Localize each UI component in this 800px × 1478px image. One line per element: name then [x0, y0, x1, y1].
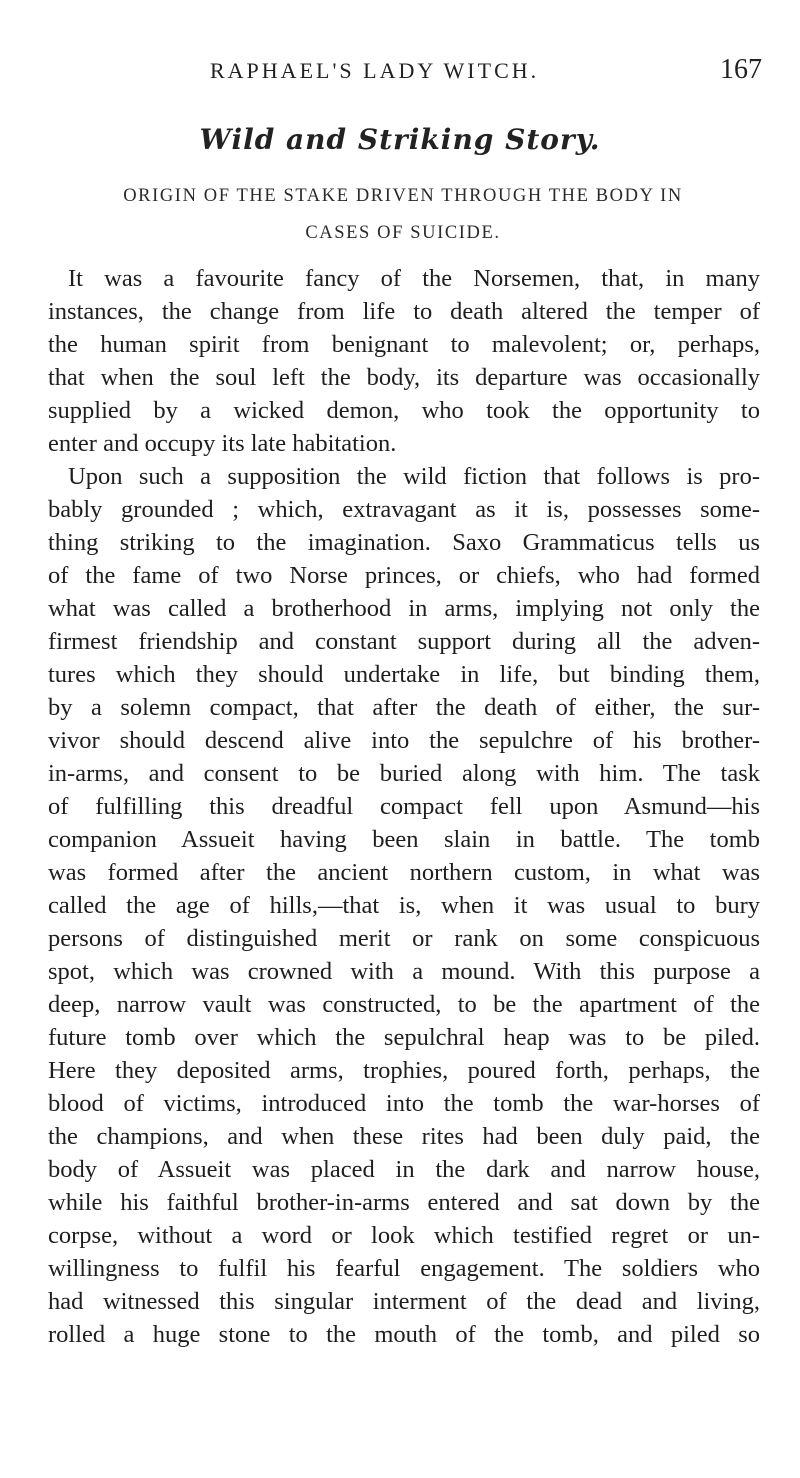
text-line: willingness to fulfil his fearful engagement. The soldiers who — [48, 1255, 760, 1282]
text-line: firmest friendship and constant support during all the adven- — [48, 628, 760, 655]
text-line: body of Assueit was placed in the dark and narrow house, — [48, 1156, 760, 1183]
text-line: was formed after the ancient northern custom, in what was — [48, 859, 760, 886]
text-line: what was called a brotherhood in arms, implying not only the — [48, 595, 760, 622]
text-line: It was a favourite fancy of the Norsemen, that, in many — [68, 265, 760, 292]
text-line: called the age of hills,—that is, when it was usual to bury — [48, 892, 760, 919]
text-line: companion Assueit having been slain in battle. The tomb — [48, 826, 760, 853]
section-title: Wild and Striking Story. — [199, 123, 601, 156]
text-line: rolled a huge stone to the mouth of the tomb, and piled so — [48, 1321, 760, 1348]
text-line: thing striking to the imagination. Saxo Grammaticus tells us — [48, 529, 760, 556]
page-number: 167 — [720, 54, 762, 85]
text-line: Upon such a supposition the wild fiction that follows is pro- — [68, 463, 760, 490]
text-line: deep, narrow vault was constructed, to be the apartment of the — [48, 991, 760, 1018]
subtitle-line: CASES OF SUICIDE. — [305, 223, 501, 243]
body-text — [48, 262, 760, 1351]
text-line: of the fame of two Norse princes, or chiefs, who had formed — [48, 562, 760, 589]
text-line: enter and occupy its late habitation. — [48, 430, 397, 457]
text-line: had witnessed this singular interment of the dead and living, — [48, 1288, 760, 1315]
text-line: tures which they should undertake in life, but binding them, — [48, 661, 760, 688]
text-line: corpse, without a word or look which testified regret or un- — [48, 1222, 760, 1249]
text-line: spot, which was crowned with a mound. With this purpose a — [48, 958, 760, 985]
text-line: persons of distinguished merit or rank on some conspicuous — [48, 925, 760, 952]
text-line: that when the soul left the body, its departure was occasionally — [48, 364, 760, 391]
running-title: RAPHAEL'S LADY WITCH. — [210, 58, 540, 83]
text-line: bably grounded ; which, extravagant as it is, possesses some- — [48, 496, 760, 523]
text-line: Here they deposited arms, trophies, poured forth, perhaps, the — [48, 1057, 760, 1084]
text-line: supplied by a wicked demon, who took the opportunity to — [48, 397, 760, 424]
text-line: by a solemn compact, that after the death of either, the sur- — [48, 694, 760, 721]
text-line: vivor should descend alive into the sepulchre of his brother- — [48, 727, 760, 754]
text-line: instances, the change from life to death altered the temper of — [48, 298, 760, 325]
subtitle-line: ORIGIN OF THE STAKE DRIVEN THROUGH THE BODY IN — [123, 186, 683, 206]
section-subtitle — [48, 178, 758, 252]
text-line: blood of victims, introduced into the tomb the war-horses of — [48, 1090, 760, 1117]
text-line: of fulfilling this dreadful compact fell upon Asmund—his — [48, 793, 760, 820]
running-head — [0, 54, 800, 98]
text-line: the champions, and when these rites had been duly paid, the — [48, 1123, 760, 1150]
text-line: the human spirit from benignant to malevolent; or, perhaps, — [48, 331, 760, 358]
text-line: in-arms, and consent to be buried along with him. The task — [48, 760, 760, 787]
text-line: while his faithful brother-in-arms entered and sat down by the — [48, 1189, 760, 1216]
text-line: future tomb over which the sepulchral heap was to be piled. — [48, 1024, 760, 1051]
